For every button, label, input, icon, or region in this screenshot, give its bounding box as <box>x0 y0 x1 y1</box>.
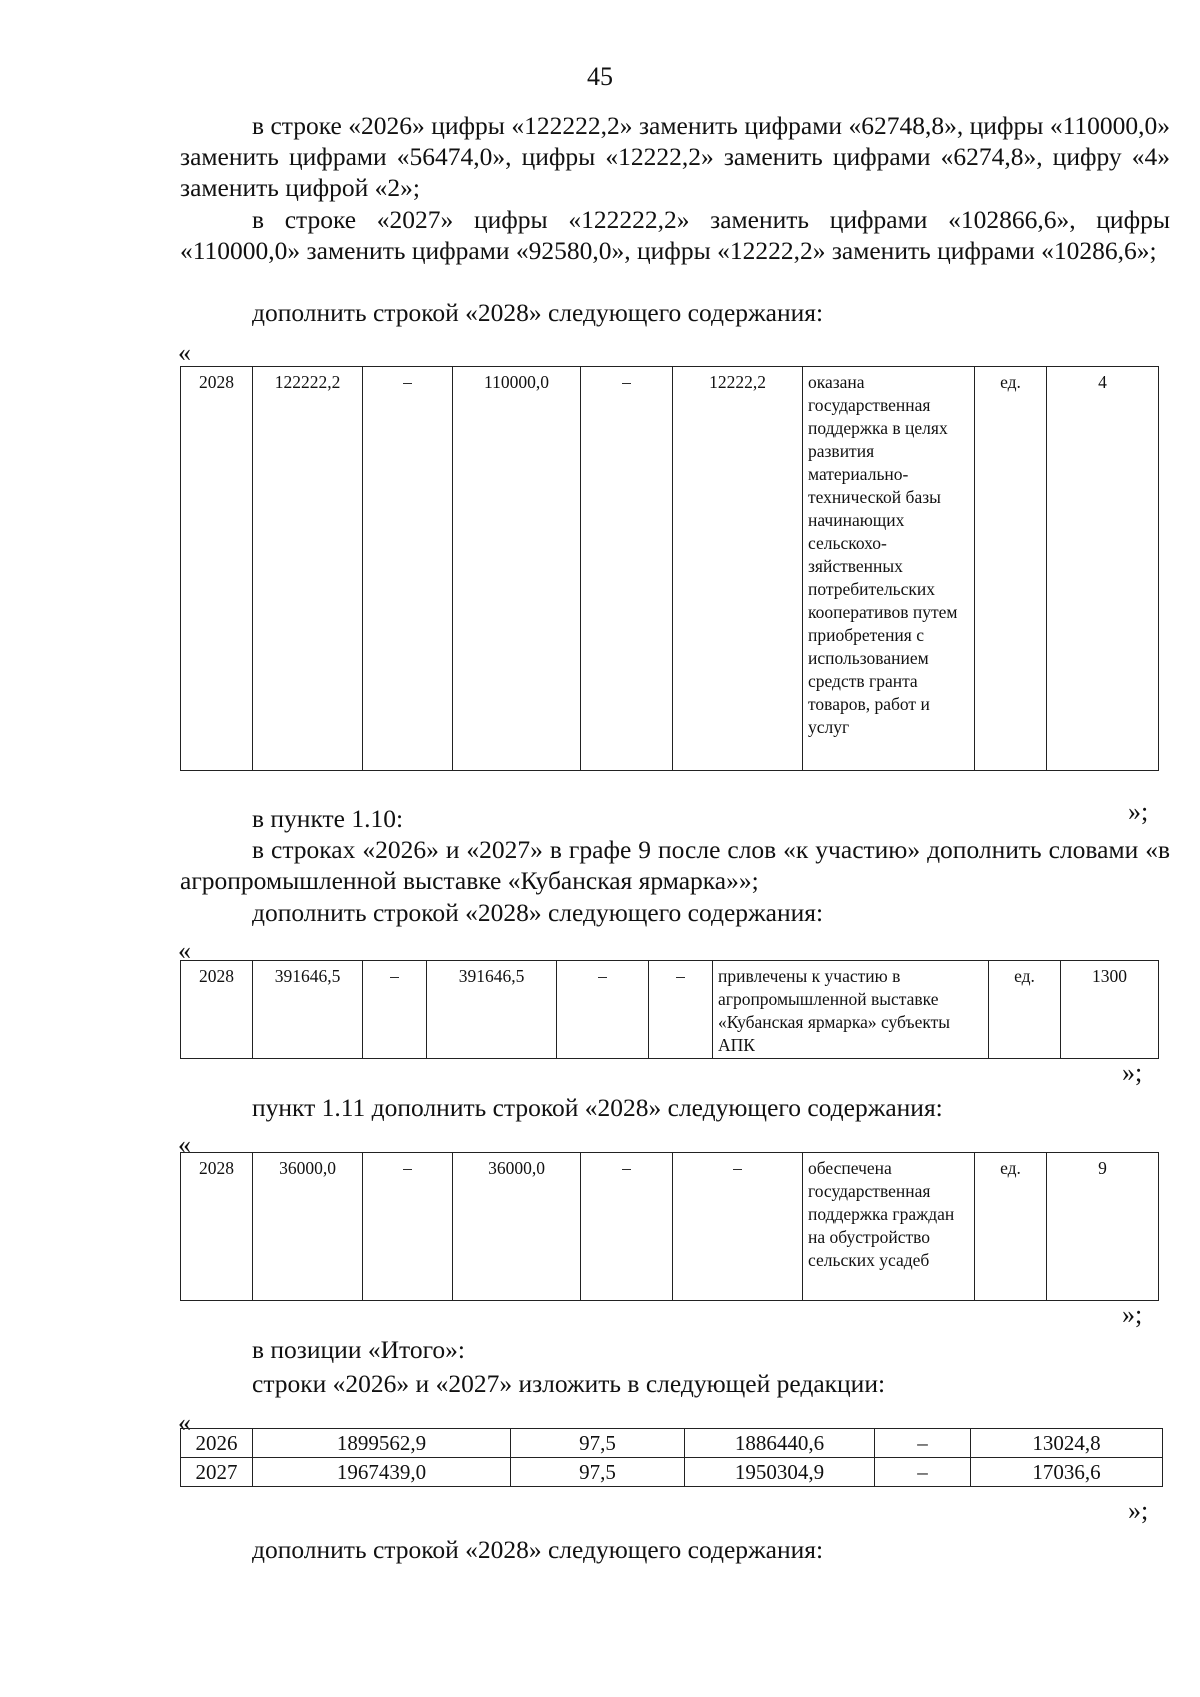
cell-year: 2028 <box>181 961 253 1059</box>
paragraph-add-2028-c: дополнить строкой «2028» следующего содержания: <box>252 1535 824 1564</box>
cell-year: 2026 <box>181 1429 253 1458</box>
cell-federal: – <box>363 367 453 771</box>
cell-unit: ед. <box>989 961 1061 1059</box>
cell-regional: 391646,5 <box>427 961 557 1059</box>
cell-offbudget: 12222,2 <box>673 367 803 771</box>
cell-total: 122222,2 <box>253 367 363 771</box>
table-row <box>181 1153 1159 1301</box>
cell-offbudget: 13024,8 <box>971 1429 1163 1458</box>
cell-year: 2027 <box>181 1458 253 1487</box>
paragraph-2026-replacement: в строке «2026» цифры «122222,2» заменить цифрами «62748,8», цифры «110000,0» заменить цифрами «56474,0», цифры «12222,2» заменить цифрами «6274,8», цифру «4» заменить цифрой «2»; <box>180 111 1170 202</box>
cell-local: – <box>581 1153 673 1301</box>
table-row <box>181 367 1159 771</box>
paragraph-2027-replacement: в строке «2027» цифры «122222,2» заменить цифрами «102866,6», цифры «110000,0» заменить цифрами «92580,0», цифры «12222,2» заменить цифрами «10286,6»; <box>180 205 1170 265</box>
table-row <box>181 1458 1163 1487</box>
paragraph-point-1-11: пункт 1.11 дополнить строкой «2028» следующего содержания: <box>252 1093 943 1122</box>
cell-year: 2028 <box>181 367 253 771</box>
cell-value: 1300 <box>1061 961 1159 1059</box>
cell-unit: ед. <box>975 367 1047 771</box>
quote-close: »; <box>1128 797 1149 826</box>
quote-open: « <box>178 936 191 965</box>
cell-year: 2028 <box>181 1153 253 1301</box>
cell-federal: 97,5 <box>511 1429 685 1458</box>
table-2028-estates <box>180 1152 1159 1301</box>
cell-value: 9 <box>1047 1153 1159 1301</box>
cell-description: обеспечена государственная поддержка граждан на обустройство сельских усадеб <box>803 1153 975 1301</box>
cell-total: 1967439,0 <box>253 1458 511 1487</box>
cell-description: привлечены к участию в агропромышленной выставке «Кубанская ярмарка» субъекты АПК <box>713 961 989 1059</box>
quote-open: « <box>178 1408 191 1437</box>
cell-local: – <box>557 961 649 1059</box>
cell-offbudget: 17036,6 <box>971 1458 1163 1487</box>
cell-total: 36000,0 <box>253 1153 363 1301</box>
paragraph-rows-itogo: строки «2026» и «2027» изложить в следующей редакции: <box>252 1369 886 1398</box>
cell-offbudget: – <box>649 961 713 1059</box>
cell-regional: 1886440,6 <box>685 1429 875 1458</box>
paragraph-add-2028: дополнить строкой «2028» следующего содержания: <box>252 298 824 327</box>
table-2028-grant <box>180 366 1159 771</box>
cell-value: 4 <box>1047 367 1159 771</box>
cell-local: – <box>875 1458 971 1487</box>
cell-federal: – <box>363 961 427 1059</box>
paragraph-point-1-10: в пункте 1.10: <box>252 804 404 833</box>
paragraph-add-2028-b: дополнить строкой «2028» следующего содержания: <box>252 898 824 927</box>
page-number: 45 <box>587 62 613 91</box>
cell-total: 391646,5 <box>253 961 363 1059</box>
quote-close: »; <box>1122 1058 1143 1087</box>
paragraph-rows-2026-2027: в строках «2026» и «2027» в графе 9 после слов «к участию» дополнить словами «в агропромышленной выставке «Кубанская ярмарка»»; <box>180 835 1170 895</box>
quote-close: »; <box>1122 1300 1143 1329</box>
table-2028-fair <box>180 960 1159 1059</box>
cell-local: – <box>875 1429 971 1458</box>
table-itogo <box>180 1428 1163 1487</box>
cell-total: 1899562,9 <box>253 1429 511 1458</box>
cell-offbudget: – <box>673 1153 803 1301</box>
cell-regional: 110000,0 <box>453 367 581 771</box>
table-row <box>181 1429 1163 1458</box>
cell-regional: 36000,0 <box>453 1153 581 1301</box>
cell-unit: ед. <box>975 1153 1047 1301</box>
quote-open: « <box>178 338 191 367</box>
quote-close: »; <box>1128 1496 1149 1525</box>
quote-open: « <box>178 1130 191 1159</box>
cell-description: оказана государственная поддержка в целях развития материально-технической базы начинающих сельскохо-зяйственных потребительских кооперативов путем приобретения с использованием средств гранта товаров, работ и услуг <box>803 367 975 771</box>
paragraph-itogo: в позиции «Итого»: <box>252 1335 465 1364</box>
cell-federal: 97,5 <box>511 1458 685 1487</box>
cell-local: – <box>581 367 673 771</box>
cell-regional: 1950304,9 <box>685 1458 875 1487</box>
table-row <box>181 961 1159 1059</box>
cell-federal: – <box>363 1153 453 1301</box>
